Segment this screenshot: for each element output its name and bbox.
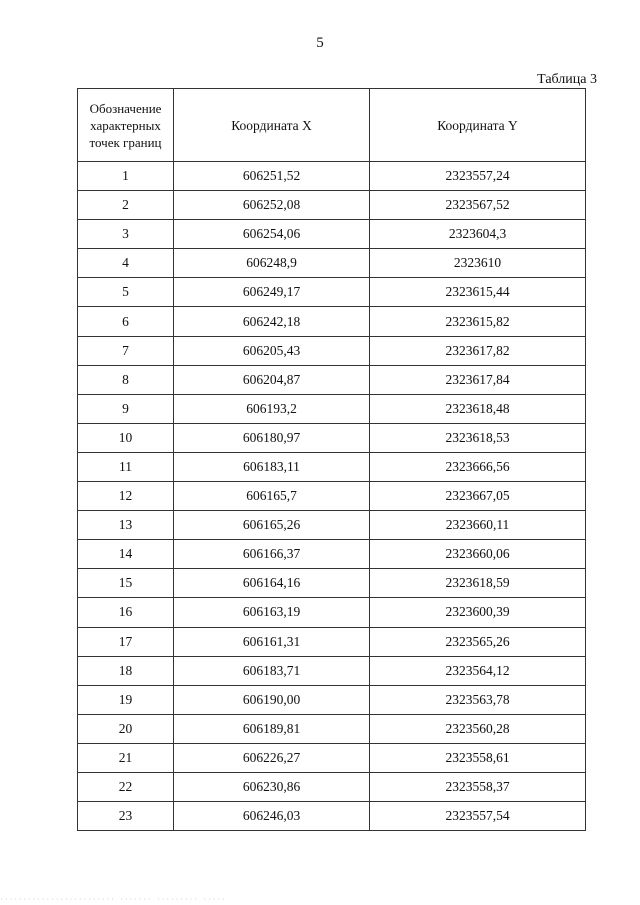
cell-coordinate-x: 606164,16	[174, 569, 370, 598]
cell-coordinate-x: 606193,2	[174, 394, 370, 423]
page-number: 5	[316, 35, 324, 51]
cell-coordinate-y: 2323557,24	[370, 162, 586, 191]
cell-coordinate-y: 2323615,44	[370, 278, 586, 307]
table-row	[78, 569, 586, 598]
cell-coordinate-y: 2323610	[370, 249, 586, 278]
cell-coordinate-y: 2323557,54	[370, 802, 586, 831]
scan-artifact-marks: ························· ······· ········· ·····	[0, 896, 227, 903]
cell-coordinate-x: 606165,26	[174, 511, 370, 540]
cell-point-number: 13	[78, 511, 174, 540]
table-row	[78, 394, 586, 423]
cell-coordinate-x: 606251,52	[174, 162, 370, 191]
cell-point-number: 5	[78, 278, 174, 307]
cell-coordinate-y: 2323660,06	[370, 540, 586, 569]
cell-point-number: 10	[78, 423, 174, 452]
cell-coordinate-y: 2323558,37	[370, 772, 586, 801]
cell-coordinate-y: 2323667,05	[370, 482, 586, 511]
cell-coordinate-y: 2323615,82	[370, 307, 586, 336]
cell-point-number: 8	[78, 365, 174, 394]
cell-coordinate-x: 606252,08	[174, 191, 370, 220]
cell-point-number: 4	[78, 249, 174, 278]
cell-point-number: 23	[78, 802, 174, 831]
cell-coordinate-y: 2323565,26	[370, 627, 586, 656]
cell-coordinate-x: 606254,06	[174, 220, 370, 249]
cell-coordinate-y: 2323618,59	[370, 569, 586, 598]
cell-coordinate-y: 2323660,11	[370, 511, 586, 540]
cell-coordinate-x: 606189,81	[174, 714, 370, 743]
table-row	[78, 307, 586, 336]
cell-coordinate-x: 606183,11	[174, 452, 370, 481]
cell-coordinate-x: 606205,43	[174, 336, 370, 365]
cell-coordinate-x: 606165,7	[174, 482, 370, 511]
table-header	[78, 89, 586, 162]
cell-point-number: 19	[78, 685, 174, 714]
cell-point-number: 11	[78, 452, 174, 481]
table-row	[78, 162, 586, 191]
cell-point-number: 20	[78, 714, 174, 743]
cell-coordinate-x: 606249,17	[174, 278, 370, 307]
table-row	[78, 685, 586, 714]
cell-coordinate-y: 2323560,28	[370, 714, 586, 743]
table-row	[78, 627, 586, 656]
cell-coordinate-y: 2323617,84	[370, 365, 586, 394]
cell-point-number: 9	[78, 394, 174, 423]
cell-point-number: 1	[78, 162, 174, 191]
header-point-designation: Обозначение характерных точек границ	[78, 89, 174, 162]
cell-coordinate-y: 2323666,56	[370, 452, 586, 481]
cell-coordinate-y: 2323567,52	[370, 191, 586, 220]
cell-coordinate-y: 2323600,39	[370, 598, 586, 627]
cell-coordinate-x: 606242,18	[174, 307, 370, 336]
table-row	[78, 191, 586, 220]
cell-point-number: 18	[78, 656, 174, 685]
cell-coordinate-x: 606246,03	[174, 802, 370, 831]
table-body	[78, 162, 586, 831]
cell-coordinate-x: 606204,87	[174, 365, 370, 394]
table-row	[78, 336, 586, 365]
cell-coordinate-x: 606163,19	[174, 598, 370, 627]
cell-coordinate-y: 2323617,82	[370, 336, 586, 365]
table-row	[78, 365, 586, 394]
cell-point-number: 16	[78, 598, 174, 627]
table-row	[78, 772, 586, 801]
cell-coordinate-y: 2323604,3	[370, 220, 586, 249]
table-row	[78, 743, 586, 772]
table-row	[78, 714, 586, 743]
cell-point-number: 7	[78, 336, 174, 365]
table-row	[78, 511, 586, 540]
cell-coordinate-y: 2323563,78	[370, 685, 586, 714]
table-row	[78, 482, 586, 511]
table-row	[78, 423, 586, 452]
cell-coordinate-x: 606180,97	[174, 423, 370, 452]
header-coordinate-x: Координата X	[174, 89, 370, 162]
table-row	[78, 598, 586, 627]
cell-coordinate-x: 606166,37	[174, 540, 370, 569]
cell-point-number: 17	[78, 627, 174, 656]
cell-coordinate-y: 2323618,48	[370, 394, 586, 423]
table-row	[78, 452, 586, 481]
cell-point-number: 15	[78, 569, 174, 598]
cell-point-number: 6	[78, 307, 174, 336]
cell-coordinate-y: 2323558,61	[370, 743, 586, 772]
cell-coordinate-x: 606248,9	[174, 249, 370, 278]
cell-point-number: 2	[78, 191, 174, 220]
table-row	[78, 540, 586, 569]
table-row	[78, 249, 586, 278]
table-row	[78, 802, 586, 831]
cell-point-number: 3	[78, 220, 174, 249]
header-coordinate-y: Координата Y	[370, 89, 586, 162]
cell-coordinate-x: 606161,31	[174, 627, 370, 656]
cell-coordinate-x: 606183,71	[174, 656, 370, 685]
table-row	[78, 656, 586, 685]
cell-coordinate-x: 606226,27	[174, 743, 370, 772]
cell-coordinate-x: 606230,86	[174, 772, 370, 801]
cell-point-number: 14	[78, 540, 174, 569]
cell-point-number: 22	[78, 772, 174, 801]
cell-coordinate-x: 606190,00	[174, 685, 370, 714]
table-row	[78, 220, 586, 249]
table-row	[78, 278, 586, 307]
header-row	[78, 89, 586, 162]
cell-point-number: 21	[78, 743, 174, 772]
cell-coordinate-y: 2323564,12	[370, 656, 586, 685]
table-caption: Таблица 3	[537, 72, 597, 87]
cell-coordinate-y: 2323618,53	[370, 423, 586, 452]
coordinates-table	[77, 88, 586, 831]
cell-point-number: 12	[78, 482, 174, 511]
